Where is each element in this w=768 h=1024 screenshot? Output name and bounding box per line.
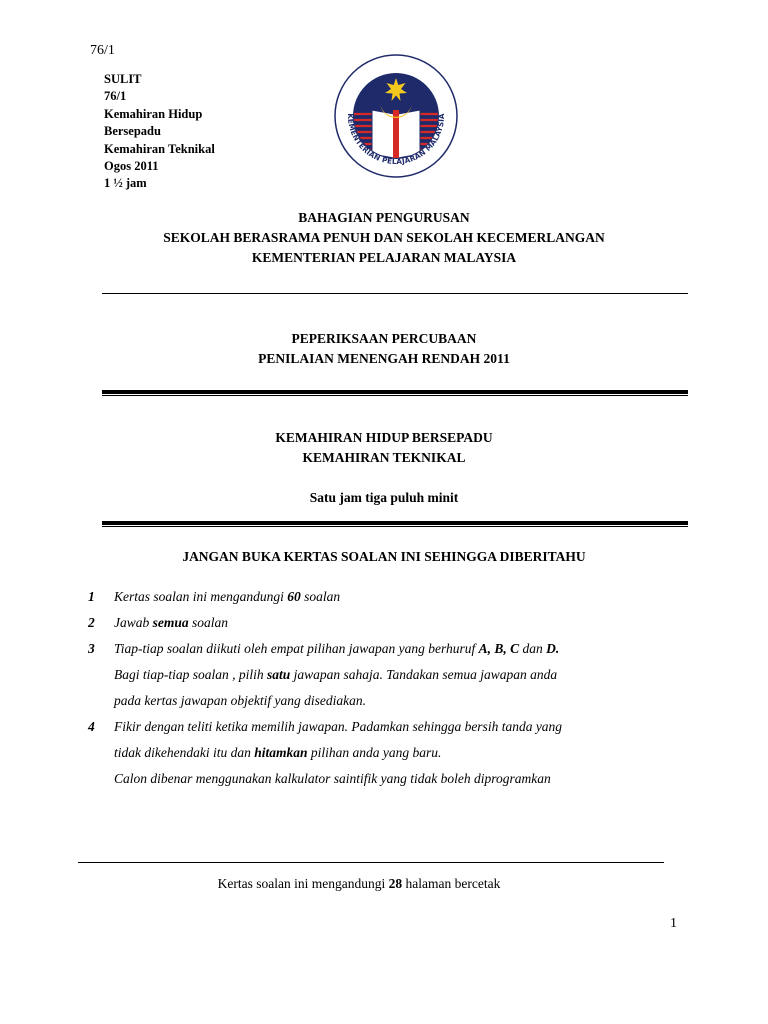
- instruction-row: [88, 769, 708, 795]
- instruction-emphasis: satu: [267, 667, 291, 682]
- instruction-row: [88, 743, 708, 769]
- divider-thick-1b: [102, 395, 688, 396]
- header-sulit: SULIT: [104, 72, 142, 86]
- instruction-row: [88, 613, 708, 639]
- header-subject-3: Kemahiran Teknikal: [104, 141, 215, 156]
- instruction-segment: soalan: [188, 615, 229, 630]
- instruction-number: 3: [88, 641, 95, 656]
- exam-title-block: [0, 329, 768, 369]
- instruction-text: [114, 769, 551, 789]
- ministry-logo: [334, 54, 458, 178]
- instruction-row: [88, 639, 708, 665]
- instruction-text: [114, 587, 340, 607]
- instruction-number: 4: [88, 719, 95, 734]
- instruction-row: [88, 691, 708, 717]
- instruction-emphasis: hitamkan: [254, 745, 308, 760]
- header-code: 76/1: [104, 89, 127, 104]
- organization-line-2: SEKOLAH BERASRAMA PENUH DAN SEKOLAH KECEMERLANGAN: [163, 229, 605, 245]
- subject-line-2: KEMAHIRAN TEKNIKAL: [302, 449, 466, 465]
- instruction-segment: pilihan anda yang baru.: [307, 745, 442, 760]
- page-count-note: [0, 876, 718, 892]
- instruction-text: [114, 743, 441, 763]
- instruction-segment: dan: [519, 641, 547, 656]
- instruction-segment: pada kertas jawapan objektif yang disediakan.: [114, 693, 366, 708]
- organization-line-3: KEMENTERIAN PELAJARAN MALAYSIA: [251, 249, 517, 265]
- exam-title-line-1: PEPERIKSAAN PERCUBAAN: [291, 331, 477, 346]
- instruction-text: [114, 665, 557, 685]
- divider-thick-2: [102, 521, 688, 525]
- instruction-segment: Calon dibenar menggunakan kalkulator saintifik yang tidak boleh diprogramkan: [114, 771, 551, 786]
- instruction-number: 2: [88, 615, 95, 630]
- instruction-segment: Tiap-tiap soalan diikuti oleh empat pilihan jawapan yang berhuruf: [114, 641, 479, 656]
- divider-thick-1: [102, 390, 688, 394]
- instruction-text: [114, 613, 228, 633]
- instruction-emphasis: semua: [152, 615, 189, 630]
- subject-block: [0, 428, 768, 468]
- instruction-segment: jawapan sahaja. Tandakan semua jawapan anda: [290, 667, 558, 682]
- divider-thin: [102, 293, 688, 294]
- footer-divider: [78, 862, 664, 863]
- organization-block: [0, 208, 768, 267]
- instruction-text: [114, 717, 562, 737]
- instruction-row: [88, 717, 708, 743]
- instruction-segment: Kertas soalan ini mengandungi: [114, 589, 288, 604]
- instruction-segment: tidak dikehendaki itu dan: [114, 745, 255, 760]
- instruction-emphasis: D.: [546, 641, 560, 656]
- page-count-value: 28: [388, 876, 403, 891]
- header-subject-1: Kemahiran Hidup: [104, 106, 203, 121]
- instruction-row: [88, 665, 708, 691]
- organization-line-1: BAHAGIAN PENGURUSAN: [298, 210, 470, 225]
- page-number: 1: [670, 916, 677, 931]
- instruction-segment: soalan: [300, 589, 341, 604]
- instructions-list: [88, 587, 708, 795]
- instruction-emphasis: 60: [287, 589, 301, 604]
- subject-line-1: KEMAHIRAN HIDUP BERSEPADU: [275, 430, 493, 445]
- duration-text: Satu jam tiga puluh minit: [309, 490, 459, 505]
- header-info: [104, 71, 215, 193]
- page-code: 76/1: [90, 43, 115, 58]
- warning-text: JANGAN BUKA KERTAS SOALAN INI SEHINGGA DIBERITAHU: [182, 549, 586, 564]
- header-subject-2: Bersepadu: [104, 124, 161, 139]
- instruction-row: [88, 587, 708, 613]
- page-count-after: halaman bercetak: [402, 876, 501, 891]
- instruction-emphasis: A, B, C: [478, 641, 520, 656]
- instruction-segment: Fikir dengan teliti ketika memilih jawapan. Padamkan sehingga bersih tanda yang: [114, 719, 563, 734]
- logo-ring-text: KEMENTERIAN PELAJARAN MALAYSIA: [345, 113, 447, 167]
- header-duration: 1 ½ jam: [104, 176, 147, 191]
- instruction-segment: Bagi tiap-tiap soalan , pilih: [114, 667, 268, 682]
- instruction-number: 1: [88, 589, 95, 604]
- header-date: Ogos 2011: [104, 159, 159, 174]
- instruction-segment: Jawab: [114, 615, 153, 630]
- exam-title-line-2: PENILAIAN MENENGAH RENDAH 2011: [258, 350, 510, 366]
- instruction-text: [114, 639, 559, 659]
- instruction-text: [114, 691, 366, 711]
- page-count-before: Kertas soalan ini mengandungi: [217, 876, 389, 891]
- divider-thick-2b: [102, 526, 688, 527]
